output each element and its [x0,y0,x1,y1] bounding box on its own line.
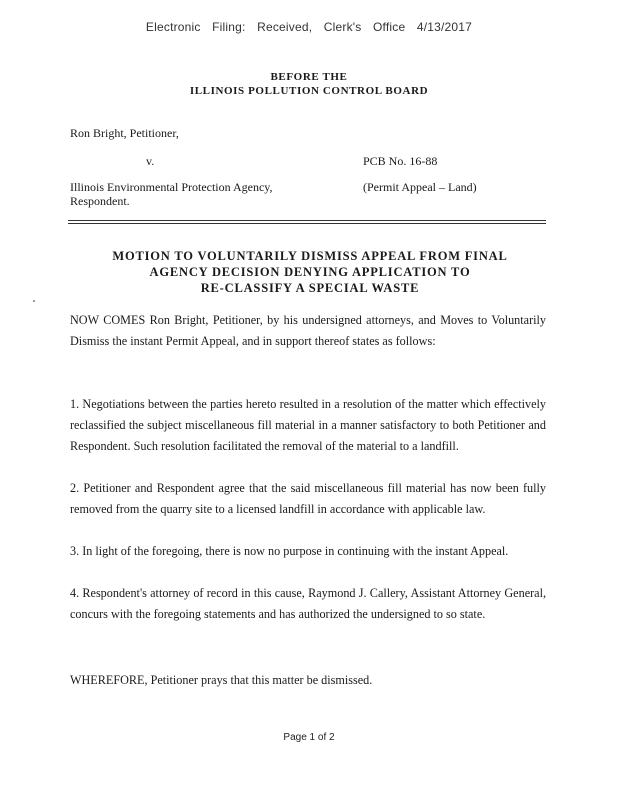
title-line-2: AGENCY DECISION DENYING APPLICATION TO [149,265,471,279]
filing-stamp: Electronic Filing: Received, Clerk's Office 4/13/2017 [145,20,473,34]
paragraph-2: 2. Petitioner and Respondent agree that the said miscellaneous fill material has now been fully removed from the quarry site to a licensed landfill in accordance with applicable law. [70,481,546,516]
conclusion-paragraph: WHEREFORE, Petitioner prays that this matter be dismissed. [70,673,373,687]
caption-petitioner: Ron Bright, Petitioner, [70,126,179,140]
title-line-1: MOTION TO VOLUNTARILY DISMISS APPEAL FROM FINAL [112,249,508,263]
page-footer: Page 1 of 2 [283,732,335,743]
caption-case-type: (Permit Appeal – Land) [363,180,477,194]
header-line-2: ILLINOIS POLLUTION CONTROL BOARD [189,85,429,97]
caption-respondent-line-1: Illinois Environmental Protection Agency, [70,180,273,194]
caption-rule-top [68,220,546,221]
title-line-3: RE-CLASSIFY A SPECIAL WASTE [200,281,420,295]
header-line-1: BEFORE THE [270,71,348,83]
caption-respondent-line-2: Respondent. [70,194,130,208]
paragraph-3: 3. In light of the foregoing, there is now no purpose in continuing with the instant Appeal. [70,544,509,558]
intro-paragraph: NOW COMES Ron Bright, Petitioner, by his undersigned attorneys, and Moves to Voluntarily Dismiss the instant Permit Appeal, and in support thereof states as follows: [70,313,546,348]
caption-versus: v. [146,154,155,168]
caption-case-number: PCB No. 16-88 [363,154,438,168]
paragraph-4: 4. Respondent's attorney of record in this cause, Raymond J. Callery, Assistant Attorney General, concurs with the foregoing statements and has authorized the undersigned to so state. [70,586,546,621]
caption-rule-bottom [68,223,546,224]
board-header [0,70,618,98]
scan-speck [33,300,35,302]
motion-title [60,248,560,296]
paragraph-1: 1. Negotiations between the parties hereto resulted in a resolution of the matter which effectively reclassified the subject miscellaneous fill material in a manner satisfactory to both Petitioner and Respondent. Such resolution facilitated the removal of the material to a landfill. [70,397,546,453]
